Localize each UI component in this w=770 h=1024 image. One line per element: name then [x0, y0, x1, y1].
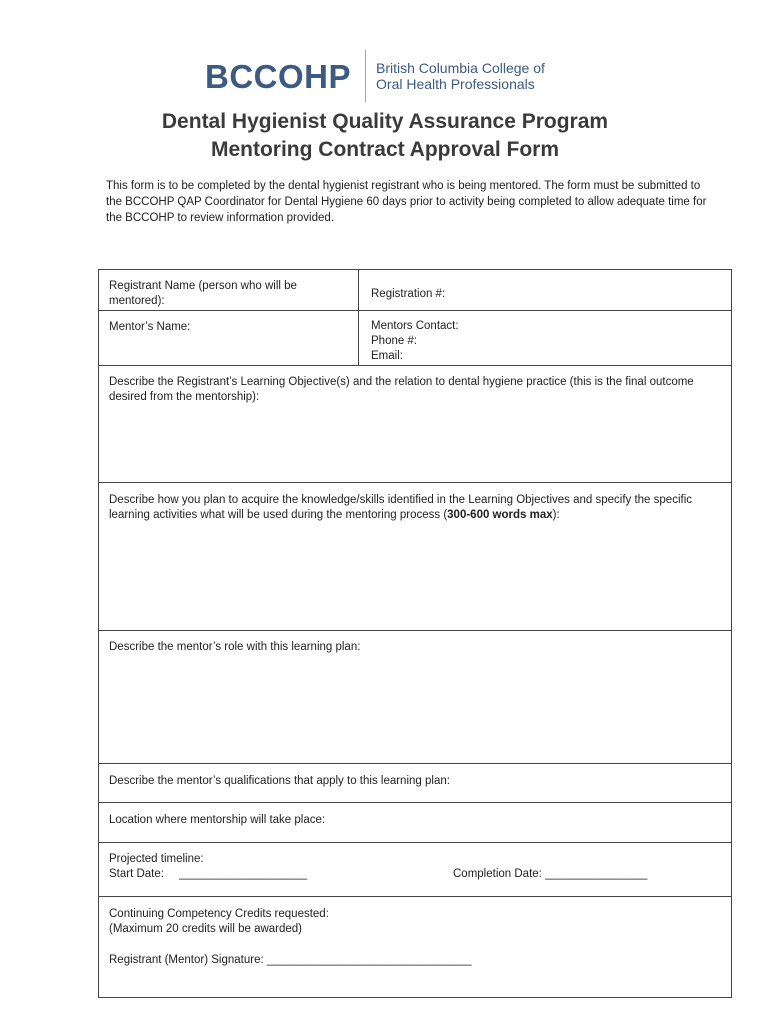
learning-objectives-field[interactable] — [99, 366, 731, 482]
timeline-label: Projected timeline: — [109, 853, 204, 865]
signature-blank[interactable]: ________________________________ — [266, 954, 472, 966]
credits-signature-field — [99, 897, 731, 999]
learning-plan-field[interactable] — [99, 483, 731, 630]
timeline-field — [99, 843, 731, 896]
logo-mark: BCCOHP — [205, 57, 352, 95]
registrant-row — [99, 270, 731, 311]
form-title: Mentoring Contract Approval Form — [210, 138, 560, 161]
logo-name-line-2: Oral Health Professionals — [376, 76, 535, 92]
mentor-role-label: Describe the mentor’s role with this learning plan: — [109, 641, 361, 653]
form-instructions: This form is to be completed by the dental hygienist registrant who is being mentored. The form must be submitted to the BCCOHP QAP Coordinator for Dental Hygiene 60 days prior to activity being completed to allow adequate time for the BCCOHP to review information provided. — [106, 180, 707, 224]
signature-label: Registrant (Mentor) Signature: — [109, 954, 264, 966]
mentor-name-field[interactable] — [99, 311, 359, 365]
learning-objectives-label: Describe the Registrant’s Learning Objective(s) and the relation to dental hygiene practice (this is the final outcome desired from the mentorship): — [109, 376, 694, 403]
learning-plan-label-text: Describe how you plan to acquire the knowledge/skills identified in the Learning Objectives and specify the specific learning activities what will be used during the mentoring process ( — [109, 494, 692, 521]
credits-label: Continuing Competency Credits requested: — [109, 908, 329, 920]
registration-number-field[interactable] — [359, 270, 731, 310]
start-date-label: Start Date: — [109, 868, 164, 880]
email-label: Email: — [371, 350, 403, 362]
learning-plan-row[interactable] — [99, 483, 731, 631]
mentor-role-field[interactable] — [99, 631, 731, 763]
mentor-qualifications-field[interactable] — [99, 764, 731, 802]
mentor-qualifications-row[interactable] — [99, 764, 731, 803]
registrant-name-field[interactable] — [99, 270, 359, 310]
location-row[interactable] — [99, 803, 731, 843]
start-date-blank[interactable]: ____________________ — [179, 868, 308, 880]
credits-signature-row — [99, 897, 731, 999]
phone-label: Phone #: — [371, 335, 418, 347]
mentoring-contract-form — [98, 269, 732, 998]
word-limit-note: 300-600 words max — [447, 509, 553, 521]
credits-note: (Maximum 20 credits will be awarded) — [109, 923, 303, 935]
learning-plan-label-end: ): — [552, 509, 560, 521]
signature-field[interactable] — [109, 953, 721, 968]
location-label: Location where mentorship will take place: — [109, 814, 326, 826]
registrant-name-label: Registrant Name (person who will be mentored): — [109, 280, 297, 307]
mentor-row — [99, 311, 731, 366]
logo-organization-name — [376, 60, 545, 92]
learning-objectives-row[interactable] — [99, 366, 731, 483]
mentor-role-row[interactable] — [99, 631, 731, 764]
logo-divider — [365, 50, 366, 102]
registration-number-label: Registration #: — [371, 288, 446, 300]
completion-date-label: Completion Date: — [453, 868, 542, 880]
learning-plan-label — [109, 494, 692, 521]
logo-name-line-1: British Columbia College of — [376, 60, 545, 76]
mentor-name-label: Mentor’s Name: — [109, 321, 191, 333]
start-date-field[interactable] — [109, 867, 721, 882]
completion-date-field[interactable] — [453, 867, 647, 882]
program-title: Dental Hygienist Quality Assurance Program — [161, 110, 609, 133]
completion-date-blank[interactable]: ________________ — [545, 868, 648, 880]
timeline-row — [99, 843, 731, 897]
bccohp-logo — [205, 46, 545, 106]
mentor-qualifications-label: Describe the mentor’s qualifications that apply to this learning plan: — [109, 775, 450, 787]
mentor-contact-field[interactable] — [359, 311, 731, 365]
location-field[interactable] — [99, 803, 731, 842]
mentor-contact-label: Mentors Contact: — [371, 320, 459, 332]
